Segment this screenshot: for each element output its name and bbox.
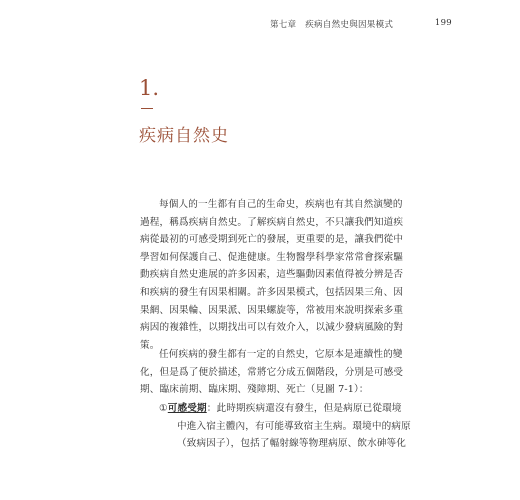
- term-label: 可感受期: [167, 403, 207, 414]
- paragraph-line: 化，但是爲了便於描述，常將它分成五個階段，分別是可感受: [140, 366, 404, 378]
- paragraph-line: 任何疾病的發生都有一定的自然史，它原本是連續性的變: [159, 349, 403, 360]
- running-header: [270, 18, 452, 30]
- list-item-line: （致病因子），包括了輻射線等物理病原、飲水砷等化: [177, 438, 407, 450]
- paragraph-line: 過程，稱爲疾病自然史。了解疾病自然史，不只讓我們知道疾: [140, 216, 404, 228]
- paragraph-line: 動疾病自然史進展的許多因素，這些驅動因素值得被分辨是否: [140, 269, 404, 281]
- term-colon: ：: [206, 403, 217, 414]
- list-item-susceptibility: [140, 400, 411, 453]
- paragraph-line: 果網、因果輪、因果派、因果螺旋等，常被用來說明探索多重: [140, 304, 404, 316]
- list-item-line: [140, 400, 402, 418]
- paragraph-2: [140, 346, 404, 399]
- paragraph-1: [140, 196, 404, 354]
- paragraph-line: 期、臨床前期、臨床期、殘障期、死亡（見圖 7-1）：: [140, 384, 369, 396]
- paragraph-line: 病從最初的可感受期到死亡的發展，更重要的是，讓我們從中: [140, 234, 404, 246]
- paragraph-line: 病因的複雜性，以期找出可以有效介入，以減少發病風險的對: [140, 322, 404, 334]
- paragraph-line: 每個人的一生都有自己的生命史，疾病也有其自然演變的: [159, 199, 403, 210]
- paragraph-line: 策。: [140, 339, 160, 351]
- paragraph-line: 和疾病的發生有因果相關。許多因果模式，包括因果三角、因: [140, 286, 404, 298]
- paragraph-line: 學習如何保護自己、促進健康。生物醫學科學家常常會探索驅: [140, 251, 404, 263]
- list-item-text: 此時期疾病還沒有發生，但是病原已從環境: [216, 403, 402, 414]
- section-title: 疾病自然史: [139, 126, 229, 146]
- chapter-title: 第七章 疾病自然史與因果模式: [270, 20, 394, 30]
- page-number: 199: [434, 18, 452, 28]
- section-divider: [141, 108, 153, 109]
- list-item-line: 中進入宿主體內，有可能導致宿主生病。環境中的病原: [177, 420, 411, 432]
- section-number: 1.: [139, 76, 160, 100]
- list-marker: ①: [159, 403, 168, 414]
